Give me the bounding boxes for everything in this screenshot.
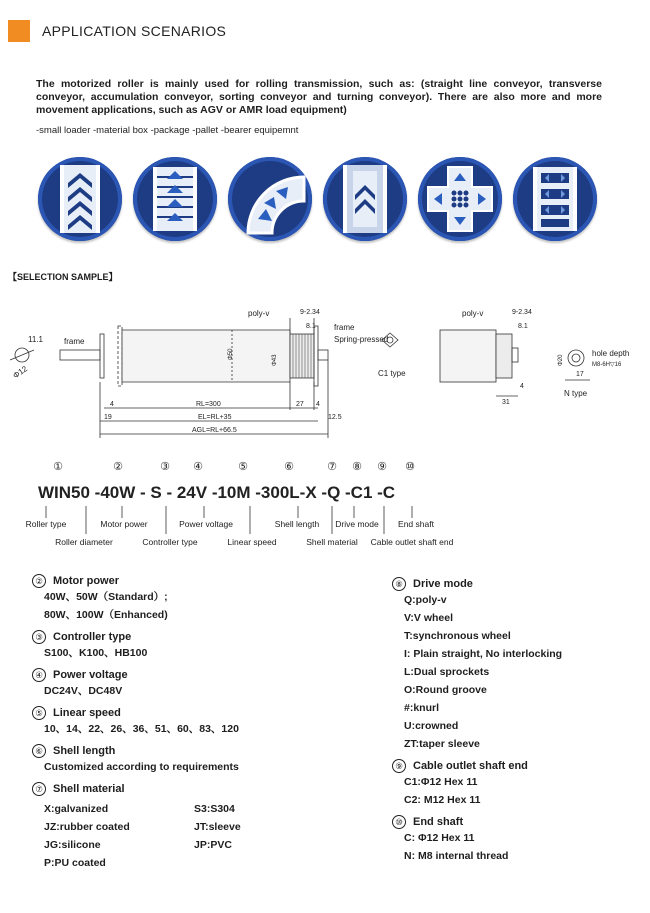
svg-text:Cable outlet shaft end: Cable outlet shaft end [370,537,454,547]
svg-text:Φ50: Φ50 [228,348,234,360]
svg-text:RL=300: RL=300 [196,401,221,408]
spec-controller-type: ③ Controller type S100、K100、HB100 [32,630,362,662]
svg-text:4: 4 [520,383,524,390]
spec-power-voltage: ④ Power voltage DC24V、DC48V [32,668,362,700]
svg-text:poly-v: poly-v [248,309,270,318]
intro-paragraph: The motorized roller is mainly used for rolling transmission, such as: (straight line conveyor, transverse conveyor, accumulation conveyor, sorting conveyor and turning conveyor). There are also more and more movement applications, such as AGV or AMR load equipment) [36,78,602,116]
spec-shell-material: ⑦ Shell material X:galvanized S3:S304 JZ:rubber coated JT:sleeve JG:silicone JP:PVC P:PU coated [32,782,362,872]
svg-text:⑩: ⑩ [405,461,415,473]
svg-text:11.1: 11.1 [28,335,43,344]
svg-text:9-2.34: 9-2.34 [300,309,320,316]
svg-text:⑦: ⑦ [327,461,337,473]
svg-text:AGL=RL+66.5: AGL=RL+66.5 [192,427,237,434]
section-header [8,20,226,42]
svg-text:WIN50 -40W - S - 24V -10M -300: WIN50 -40W - S - 24V -10M -300L-X -Q -C1 -C [38,483,396,502]
svg-text:⑥: ⑥ [284,461,294,473]
svg-text:Φ12: Φ12 [11,364,30,381]
svg-text:frame: frame [334,323,355,332]
section-title: APPLICATION SCENARIOS [42,23,227,39]
svg-text:Φ20: Φ20 [558,354,564,366]
svg-text:19: 19 [104,414,112,421]
roller-drawing [0,300,650,450]
selection-title: 【SELECTION SAMPLE】 [8,272,118,282]
svg-text:④: ④ [193,461,203,473]
accumulation-conveyor-icon [323,157,407,241]
svg-text:M8-6H▽16: M8-6H▽16 [592,362,622,368]
spec-drive-mode: ⑧ Drive mode Q:poly-v V:V wheel T:synchronous wheel I: Plain straight, No interlocking L:Dual sprockets O:Round groove #:knurl U:crowned ZT:taper sleeve [392,577,642,753]
svg-text:③: ③ [160,461,170,473]
svg-text:4: 4 [110,401,114,408]
svg-text:N type: N type [564,389,588,398]
svg-text:4: 4 [316,401,320,408]
svg-text:frame: frame [64,337,85,346]
orange-square-icon [8,20,30,42]
svg-text:②: ② [113,461,123,473]
svg-text:Roller diameter: Roller diameter [55,537,113,547]
svg-text:poly-v: poly-v [462,309,484,318]
svg-text:Drive mode: Drive mode [335,519,379,529]
svg-text:⑨: ⑨ [377,461,387,473]
svg-text:8.1: 8.1 [518,323,528,330]
svg-text:①: ① [53,461,63,473]
sorting-conveyor-icon [418,157,502,241]
transverse-conveyor-icon [133,157,217,241]
spec-list-left [32,574,362,878]
svg-text:Linear speed: Linear speed [227,537,277,547]
uses-list: -small loader -material box -package -pallet -bearer equipemnt [36,125,299,136]
svg-text:Roller type: Roller type [25,519,67,529]
svg-text:Controller type: Controller type [142,537,198,547]
svg-text:Motor power: Motor power [100,519,148,529]
spec-end-shaft: ⑩ End shaft C: Φ12 Hex 11 N: M8 internal thread [392,815,642,865]
svg-text:Shell material: Shell material [306,537,358,547]
spec-list-right [392,577,642,871]
svg-text:Φ43: Φ43 [272,354,278,366]
svg-text:8.1: 8.1 [306,323,316,330]
turning-conveyor-icon [228,157,312,241]
spec-shell-length: ⑥ Shell length Customized according to requirements [32,744,362,776]
scenario-icons [36,157,606,247]
svg-text:C1 type: C1 type [378,369,406,378]
svg-text:Power voltage: Power voltage [179,519,233,529]
spec-linear-speed: ⑤ Linear speed 10、14、22、26、36、51、60、83、120 [32,706,362,738]
model-code-diagram [0,458,650,558]
spec-cable-outlet: ⑨ Cable outlet shaft end C1:Φ12 Hex 11 C2: M12 Hex 11 [392,759,642,809]
svg-text:12.5: 12.5 [328,414,342,421]
svg-text:Shell length: Shell length [274,519,320,529]
svg-text:Spring-pressed: Spring-pressed [334,335,389,344]
spec-motor-power: ② Motor power 40W、50W（Standard）; 80W、100W（Enhanced) [32,574,362,624]
svg-text:EL=RL+35: EL=RL+35 [198,414,232,421]
svg-text:9-2.34: 9-2.34 [512,309,532,316]
straight-conveyor-icon [38,157,122,241]
svg-text:⑧: ⑧ [352,461,362,473]
svg-text:⑤: ⑤ [238,461,248,473]
svg-text:End shaft: End shaft [398,519,434,529]
svg-text:27: 27 [296,401,304,408]
dual-conveyor-icon [513,157,597,241]
svg-text:hole depth: hole depth [592,349,630,358]
svg-text:31: 31 [502,399,510,406]
svg-text:17: 17 [576,371,584,378]
